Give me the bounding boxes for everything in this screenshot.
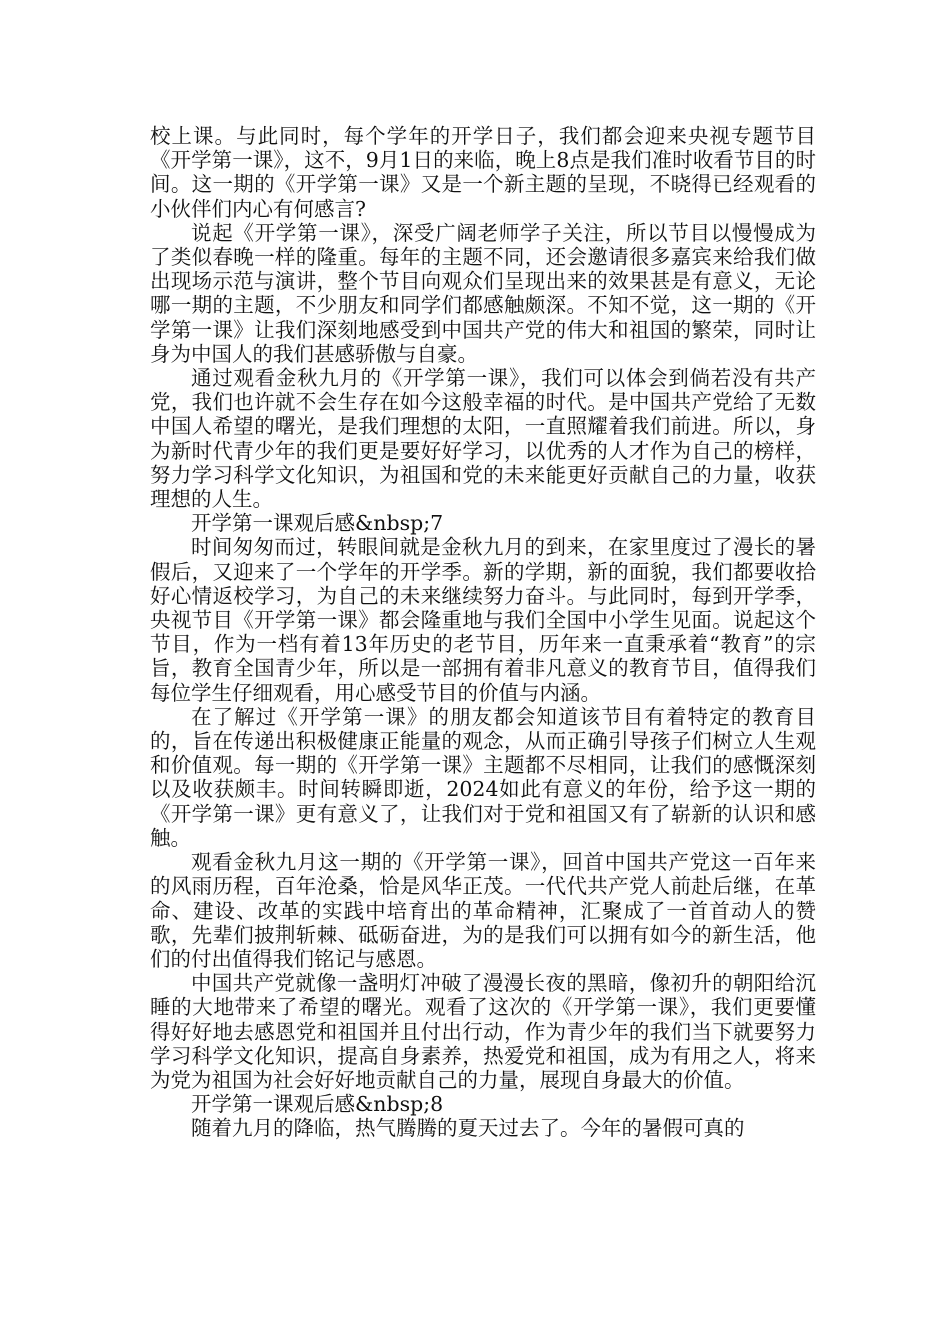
document-page (150, 124, 816, 1141)
paragraph-3: 通过观看金秋九月的《开学第一课》，我们可以体会到倘若没有共产党，我们也许就不会生存在如今这般幸福的时代。是中国共产党给了无数中国人希望的曙光，是我们理想的太阳，一直照耀着我们前进。所以，身为新时代青少年的我们更是要好好学习，以优秀的人才作为自己的榜样，努力学习科学文化知识，为祖国和党的未来能更好贡献自己的力量，收获理想的人生。 (150, 366, 816, 512)
section-heading-7: 开学第一课观后感&nbsp;7 (191, 511, 444, 536)
paragraph-7: 中国共产党就像一盏明灯冲破了漫漫长夜的黑暗，像初升的朝阳给沉睡的大地带来了希望的曙光。观看了这次的《开学第一课》，我们更要懂得好好地去感恩党和祖国并且付出行动，作为青少年的我们当下就要努力学习科学文化知识，提高自身素养，热爱党和祖国，成为有用之人，将来为党为祖国为社会好好地贡献自己的力量，展现自身最大的价值。 (150, 971, 816, 1092)
paragraph-2: 说起《开学第一课》，深受广阔老师学子关注，所以节目以慢慢成为了类似春晚一样的隆重。每年的主题不同，还会邀请很多嘉宾来给我们做出现场示范与演讲，整个节目向观众们呈现出来的效果甚是有意义，无论哪一期的主题，不少朋友和同学们都感触颇深。不知不觉，这一期的《开学第一课》让我们深刻地感受到中国共产党的伟大和祖国的繁荣，同时让身为中国人的我们甚感骄傲与自豪。 (150, 220, 816, 366)
paragraph-4: 时间匆匆而过，转眼间就是金秋九月的到来，在家里度过了漫长的暑假后，又迎来了一个学年的开学季。新的学期，新的面貌，我们都要收拾好心情返校学习，为自己的未来继续努力奋斗。与此同时，每到开学季，央视节目《开学第一课》都会隆重地与我们全国中小学生见面。说起这个节目，作为一档有着13年历史的老节目，历年来一直秉承着“教育”的宗旨，教育全国青少年，所以是一部拥有着非凡意义的教育节目，值得我们每位学生仔细观看，用心感受节目的价值与内涵。 (150, 535, 816, 705)
section-heading-8: 开学第一课观后感&nbsp;8 (191, 1092, 444, 1117)
paragraph-5: 在了解过《开学第一课》的朋友都会知道该节目有着特定的教育目的，旨在传递出积极健康正能量的观念，从而正确引导孩子们树立人生观和价值观。每一期的《开学第一课》主题都不尽相同，让我们的感慨深刻以及收获颇丰。时间转瞬即逝，2024如此有意义的年份，给予这一期的《开学第一课》更有意义了，让我们对于党和祖国又有了崭新的认识和感触。 (150, 704, 816, 850)
paragraph-1: 校上课。与此同时，每个学年的开学日子，我们都会迎来央视专题节目《开学第一课》，这不，9月1日的来临，晚上8点是我们准时收看节目的时间。这一期的《开学第一课》又是一个新主题的呈现，不晓得已经观看的小伙伴们内心有何感言? (150, 124, 816, 221)
paragraph-8: 随着九月的降临，热气腾腾的夏天过去了。今年的暑假可真的 (191, 1116, 745, 1141)
paragraph-6: 观看金秋九月这一期的《开学第一课》，回首中国共产党这一百年来的风雨历程，百年沧桑，恰是风华正茂。一代代共产党人前赴后继，在革命、建设、改革的实践中培育出的革命精神，汇聚成了一首首动人的赞歌，先辈们披荆斩棘、砥砺奋进，为的是我们可以拥有如今的新生活，他们的付出值得我们铭记与感恩。 (150, 850, 816, 971)
